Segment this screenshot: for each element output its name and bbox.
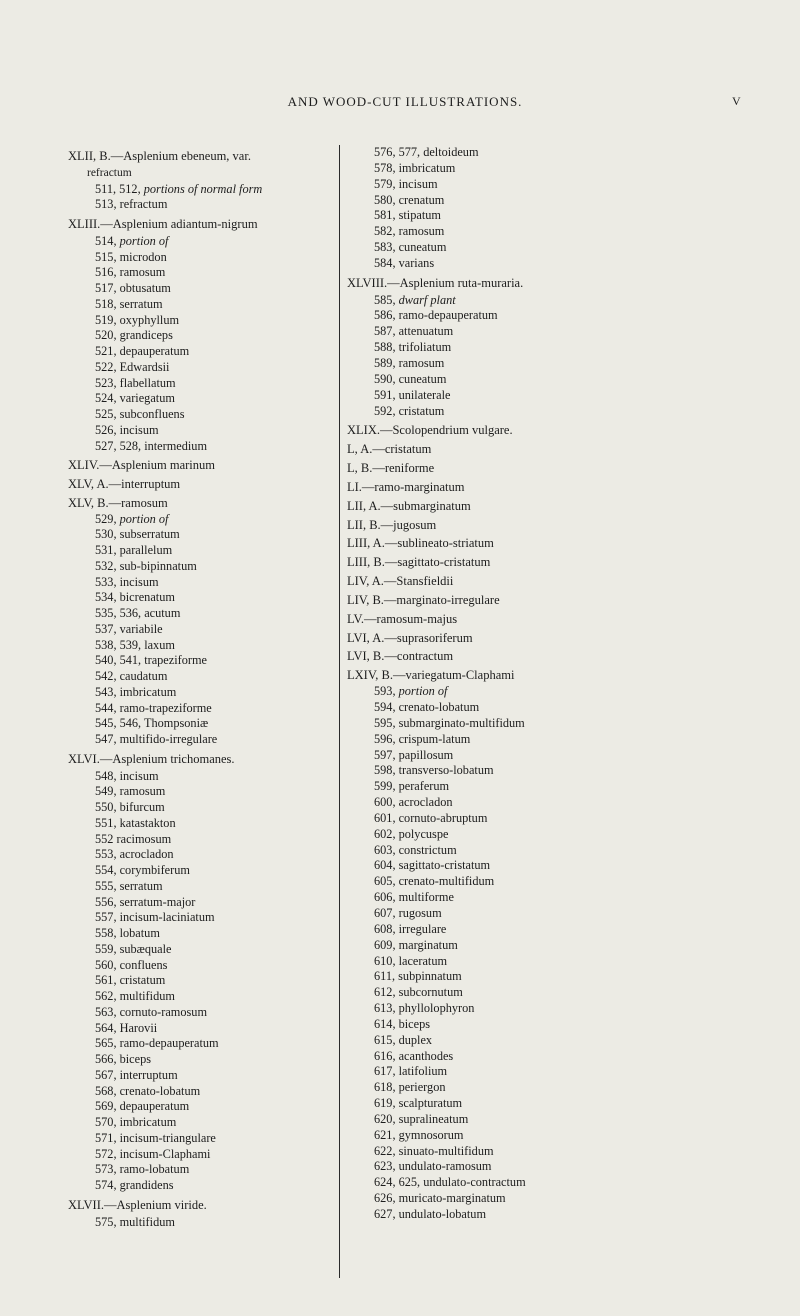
list-item: 620, supralineatum xyxy=(374,1111,469,1126)
figure-number: 529, xyxy=(95,511,117,526)
list-item: 622, sinuato-multifidum xyxy=(374,1143,494,1158)
list-item: 527, 528, intermedium xyxy=(95,438,208,453)
section-heading: XLIII.—Asplenium adiantum-nigrum xyxy=(68,217,258,231)
list-item: 515, microdon xyxy=(95,249,167,264)
list-item: 607, rugosum xyxy=(374,905,442,920)
list-item: 579, incisum xyxy=(374,176,438,191)
column-divider xyxy=(339,145,340,1278)
list-item: 588, trifoliatum xyxy=(374,340,452,355)
list-item: 557, incisum-laciniatum xyxy=(95,910,215,925)
figure-caption: portions of normal form xyxy=(140,181,263,196)
list-item: 578, imbricatum xyxy=(374,160,456,175)
plate-entry: L, B.—reniforme xyxy=(347,461,435,476)
list-item: 513, refractum xyxy=(95,197,168,212)
figure-caption: dwarf plant xyxy=(395,292,456,307)
plate-entry: XLV, B.—ramosum xyxy=(68,495,168,510)
plate-entry: LII, A.—submarginatum xyxy=(347,498,471,513)
list-item: 540, 541, trapeziforme xyxy=(95,653,207,668)
page-header xyxy=(0,94,800,110)
list-item xyxy=(347,684,667,700)
list-item: 552 racimosum xyxy=(95,831,172,846)
list-item: 627, undulato-lobatum xyxy=(374,1207,487,1221)
figure-caption: portion of xyxy=(395,684,448,699)
list-item: 610, laceratum xyxy=(374,953,448,968)
list-item: 542, caudatum xyxy=(95,669,168,683)
plate-entry: XLV, A.—interruptum xyxy=(68,477,181,491)
list-item: 533, incisum xyxy=(95,574,159,589)
section-heading: XLII, B.—Asplenium ebeneum, var. xyxy=(68,149,251,163)
section-heading: XLIX.—Scolopendrium vulgare. xyxy=(347,423,513,438)
list-item: 567, interruptum xyxy=(95,1067,178,1082)
list-item: 558, lobatum xyxy=(95,926,160,940)
list-item: 524, variegatum xyxy=(95,391,175,406)
plate-entry: LVI, A.—suprasoriferum xyxy=(347,630,473,645)
list-item: 576, 577, deltoideum xyxy=(374,145,479,159)
list-item: 591, unilaterale xyxy=(374,387,451,402)
list-item: 623, undulato-ramosum xyxy=(374,1159,492,1174)
list-item: 531, parallelum xyxy=(95,543,173,557)
left-column xyxy=(68,145,358,1230)
list-item: 520, grandiceps xyxy=(95,328,173,343)
list-item: 535, 536, acutum xyxy=(95,606,181,620)
plate-entry: LVI, B.—contractum xyxy=(347,649,454,664)
list-item xyxy=(347,293,667,309)
list-item: 521, depauperatum xyxy=(95,344,190,358)
plate-entry: LXIV, B.—variegatum-Claphami xyxy=(347,668,515,683)
section-heading: XLVIII.—Asplenium ruta-muraria. xyxy=(347,275,524,290)
list-item: 598, transverso-lobatum xyxy=(374,763,494,778)
plate-entry: LV.—ramosum-majus xyxy=(347,611,458,626)
list-item: 543, imbricatum xyxy=(95,684,177,699)
list-item: 584, varians xyxy=(374,255,435,270)
list-item xyxy=(68,234,358,250)
list-item: 580, crenatum xyxy=(374,192,445,207)
list-item: 608, irregulare xyxy=(374,921,447,936)
page-number: V xyxy=(732,94,742,108)
plate-entry: LIV, B.—marginato-irregulare xyxy=(347,592,500,607)
list-item: 547, multifido-irregulare xyxy=(95,732,218,746)
list-item: 615, duplex xyxy=(374,1032,433,1047)
list-item: 523, flabellatum xyxy=(95,375,176,390)
list-item: 562, multifidum xyxy=(95,989,175,1003)
list-item: 559, subæquale xyxy=(95,941,172,956)
list-item: 592, cristatum xyxy=(374,403,445,418)
list-item: 599, peraferum xyxy=(374,779,450,794)
list-item: 525, subconfluens xyxy=(95,407,185,421)
list-item: 522, Edwardsii xyxy=(95,359,170,374)
list-item: 526, incisum xyxy=(95,422,159,437)
list-item: 590, cuneatum xyxy=(374,371,447,386)
list-item: 534, bicrenatum xyxy=(95,590,175,605)
plate-entry: LIII, A.—sublineato-striatum xyxy=(347,536,494,551)
plate-entry: LI.—ramo-marginatum xyxy=(347,479,465,494)
running-title: AND WOOD-CUT ILLUSTRATIONS. xyxy=(287,94,523,109)
list-item: 621, gymnosorum xyxy=(374,1127,464,1142)
list-item xyxy=(68,182,358,198)
list-item: 556, serratum-major xyxy=(95,894,196,909)
list-item: 570, imbricatum xyxy=(95,1115,177,1129)
right-column xyxy=(347,145,667,1223)
figure-number: 593, xyxy=(374,684,396,699)
list-item: 589, ramosum xyxy=(374,355,445,370)
list-item: 517, obtusatum xyxy=(95,281,171,295)
list-item: 594, crenato-lobatum xyxy=(374,700,480,714)
list-item: 537, variabile xyxy=(95,621,163,636)
list-item: 573, ramo-lobatum xyxy=(95,1162,190,1177)
list-item: 611, subpinnatum xyxy=(374,969,462,984)
list-item: 553, acrocladon xyxy=(95,847,174,862)
list-item: 618, periergon xyxy=(374,1080,446,1095)
list-item: 563, cornuto-ramosum xyxy=(95,1004,208,1019)
list-item: 587, attenuatum xyxy=(374,324,454,339)
list-item xyxy=(68,512,358,528)
figure-caption: portion of xyxy=(116,233,169,248)
list-item: 550, bifurcum xyxy=(95,800,165,814)
list-item: 568, crenato-lobatum xyxy=(95,1083,201,1098)
figure-number: 514, xyxy=(95,233,117,248)
list-item: 554, corymbiferum xyxy=(95,863,190,877)
list-item: 626, muricato-marginatum xyxy=(374,1191,506,1206)
list-item: 609, marginatum xyxy=(374,937,458,952)
figure-caption: portion of xyxy=(116,511,169,526)
list-item: 519, oxyphyllum xyxy=(95,312,180,327)
list-item: 548, incisum xyxy=(95,768,159,783)
list-item: 612, subcornutum xyxy=(374,985,463,1000)
list-item: 571, incisum-triangulare xyxy=(95,1130,216,1145)
list-item: 601, cornuto-abruptum xyxy=(374,810,488,825)
section-heading: XLVII.—Asplenium viride. xyxy=(68,1197,207,1212)
list-item: 605, crenato-multifidum xyxy=(374,874,495,889)
figure-number: 511, 512, xyxy=(95,181,141,196)
list-item: 595, submarginato-multifidum xyxy=(374,715,525,730)
plate-entry: LIII, B.—sagittato-cristatum xyxy=(347,555,491,570)
list-item: 565, ramo-depauperatum xyxy=(95,1036,219,1051)
list-item: 518, serratum xyxy=(95,296,163,311)
list-item: 544, ramo-trapeziforme xyxy=(95,700,212,715)
list-item: 516, ramosum xyxy=(95,265,166,280)
list-item: 561, cristatum xyxy=(95,973,166,988)
list-item: 619, scalpturatum xyxy=(374,1096,463,1111)
list-item: 555, serratum xyxy=(95,878,163,893)
list-item: 564, Harovii xyxy=(95,1020,158,1035)
list-item: 581, stipatum xyxy=(374,208,441,223)
list-item: 596, crispum-latum xyxy=(374,731,471,746)
list-item: 600, acrocladon xyxy=(374,795,453,810)
list-item: 614, biceps xyxy=(374,1016,431,1031)
list-item: 617, latifolium xyxy=(374,1064,448,1079)
list-item: 616, acanthodes xyxy=(374,1048,454,1063)
list-item: 560, confluens xyxy=(95,957,168,972)
list-item: 575, multifidum xyxy=(95,1214,175,1229)
list-item: 582, ramosum xyxy=(374,224,445,239)
list-item: 586, ramo-depauperatum xyxy=(374,308,498,323)
list-item: 530, subserratum xyxy=(95,527,180,542)
list-item: 613, phyllolophyron xyxy=(374,1001,475,1016)
figure-number: 585, xyxy=(374,292,396,307)
list-item: 551, katastakton xyxy=(95,815,176,830)
list-item: 549, ramosum xyxy=(95,784,166,799)
list-item: 569, depauperatum xyxy=(95,1099,190,1114)
list-item: 602, polycuspe xyxy=(374,826,449,841)
list-item: 583, cuneatum xyxy=(374,240,447,255)
plate-entry: LII, B.—jugosum xyxy=(347,517,437,532)
list-item: 574, grandidens xyxy=(95,1178,174,1192)
list-item: 606, multiforme xyxy=(374,890,454,905)
list-item: 624, 625, undulato-contractum xyxy=(374,1175,526,1190)
list-item: 603, constrictum xyxy=(374,842,457,857)
list-item: 545, 546, Thompsoniæ xyxy=(95,716,209,731)
list-item: 566, biceps xyxy=(95,1052,152,1066)
plate-entry: LIV, A.—Stansfieldii xyxy=(347,574,454,589)
section-heading: XLVI.—Asplenium trichomanes. xyxy=(68,751,235,766)
list-item: 532, sub-bipinnatum xyxy=(95,558,197,573)
plate-entry: refractum xyxy=(87,166,132,179)
plate-entry: L, A.—cristatum xyxy=(347,442,432,457)
list-item: 538, 539, laxum xyxy=(95,637,175,652)
list-item: 604, sagittato-cristatum xyxy=(374,858,491,873)
section-heading: XLIV.—Asplenium marinum xyxy=(68,458,215,473)
list-item: 597, papillosum xyxy=(374,747,454,762)
list-item: 572, incisum-Claphami xyxy=(95,1146,211,1161)
